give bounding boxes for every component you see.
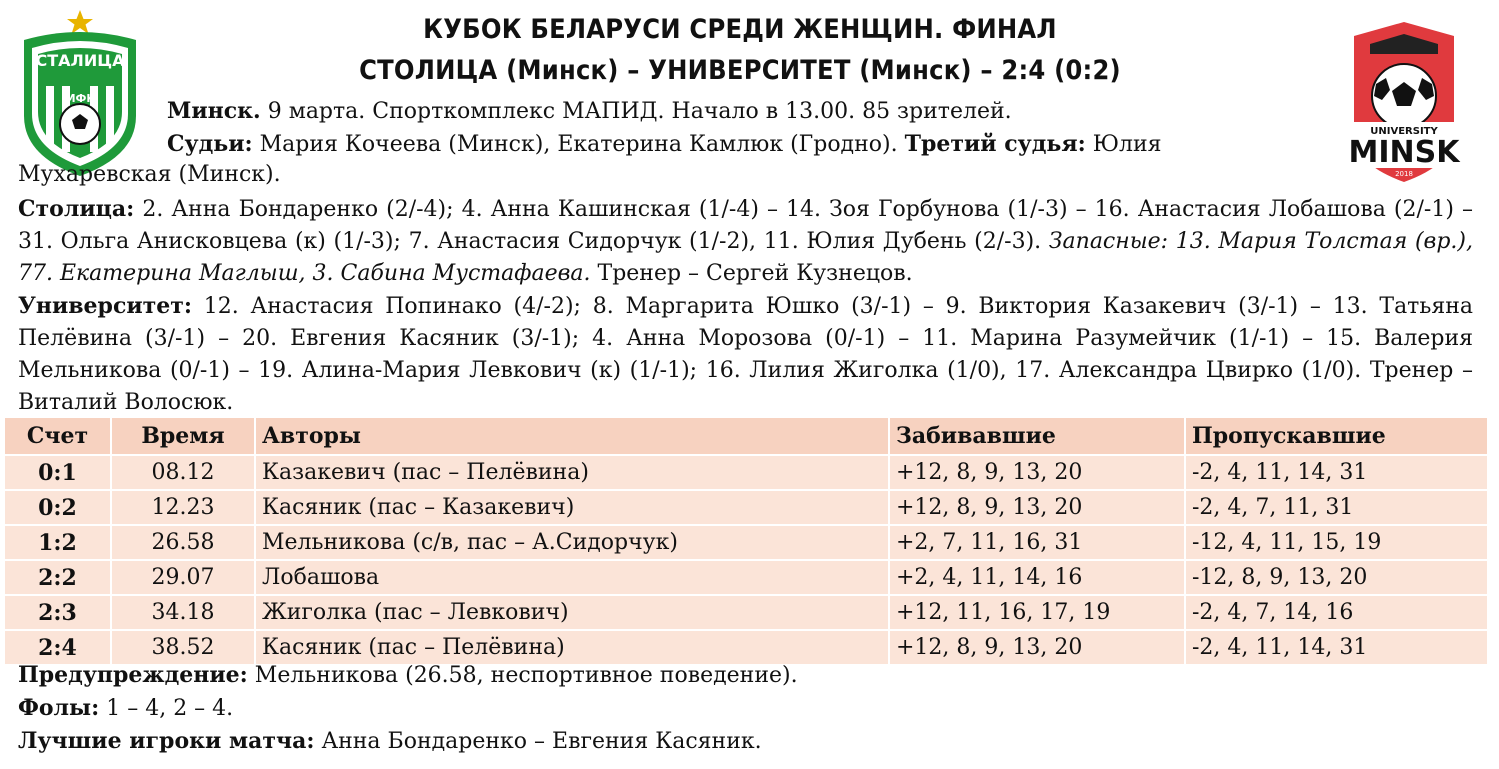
team2-label: Университет: (18, 293, 193, 319)
third-referee-text-cont: Мухаревская (Минск). (18, 162, 281, 187)
fouls-text: 1 – 4, 2 – 4. (99, 696, 234, 721)
time-cell: 08.12 (111, 455, 255, 490)
referees-text: Мария Кочеева (Минск), Екатерина Камлюк (Гродно). (252, 132, 905, 157)
best-players-text: Анна Бондаренко – Евгения Касяник. (314, 729, 762, 754)
scored-cell: +2, 7, 11, 16, 31 (889, 525, 1185, 560)
score-cell: 0:2 (5, 490, 111, 525)
score-cell: 0:1 (5, 455, 111, 490)
time-cell: 12.23 (111, 490, 255, 525)
conceded-cell: -12, 4, 11, 15, 19 (1185, 525, 1487, 560)
table-row (5, 490, 1487, 525)
header-score: Счет (5, 418, 111, 455)
time-cell: 26.58 (111, 525, 255, 560)
time-cell: 29.07 (111, 560, 255, 595)
team2-lineup (18, 290, 1473, 419)
team1-players: 2. Анна Бондаренко (2/-4); 4. Анна Кашинская (1/-4) – 14. Зоя Горбунова (1/-3) – 16. Анастасия Лобашова (2/-1) – 31. Ольга Анисковцева (к) (1/-3); 7. Анастасия Сидорчук (1/-2), 11. Юлия Дубень (2/-3). (18, 197, 1473, 254)
third-referee-text: Юлия (1085, 132, 1162, 157)
time-cell: 38.52 (111, 630, 255, 664)
table-row (5, 560, 1487, 595)
third-referee-continued (18, 159, 1478, 191)
author-cell: Казакевич (пас – Пелёвина) (255, 455, 889, 490)
scored-cell: +12, 8, 9, 13, 20 (889, 490, 1185, 525)
match-info (167, 95, 1309, 161)
team1-subs: Запасные: 13. Мария Толстая (вр.), 77. Екатерина Маглыш, 3. Сабина Мустафаева. (18, 229, 1473, 286)
conceded-cell: -12, 8, 9, 13, 20 (1185, 560, 1487, 595)
team2-players: 12. Анастасия Попинако (4/-2); 8. Маргарита Юшко (3/-1) – 9. Виктория Казакевич (3/-1) – 13. Татьяна Пелёвина (3/-1) – 20. Евгения Касяник (3/-1); 4. Анна Морозова (0/-1) – 11. Марина Разумейчик (1/-1) – 15. Валерия Мельникова (0/-1) – 19. Алина-Мария Левкович (к) (1/-1); 16. Лилия Жиголка (1/0), 17. Александра Цвирко (1/0). Тренер – Виталий Волосюк. (18, 294, 1473, 415)
score-cell: 2:4 (5, 630, 111, 664)
best-players-line (18, 725, 1478, 758)
table-row (5, 525, 1487, 560)
team1-label: Столица: (18, 196, 135, 222)
table-header-row (5, 418, 1487, 455)
svg-text:2018: 2018 (1395, 170, 1413, 178)
table-row (5, 455, 1487, 490)
author-cell: Лобашова (255, 560, 889, 595)
conceded-cell: -2, 4, 11, 14, 31 (1185, 455, 1487, 490)
team1-coach: Тренер – Сергей Кузнецов. (590, 261, 913, 286)
score-cell: 2:2 (5, 560, 111, 595)
scored-cell: +12, 11, 16, 17, 19 (889, 595, 1185, 630)
stalitsa-logo (16, 6, 144, 178)
scored-cell: +2, 4, 11, 14, 16 (889, 560, 1185, 595)
page-title: КУБОК БЕЛАРУСИ СРЕДИ ЖЕНЩИН. ФИНАЛ (423, 14, 1057, 45)
third-referee-label: Третий судья: (904, 131, 1086, 157)
score-cell: 2:3 (5, 595, 111, 630)
svg-text:СТАЛИЦА: СТАЛИЦА (35, 51, 125, 70)
header-scored: Забивавшие (889, 418, 1185, 455)
author-cell: Касяник (пас – Казакевич) (255, 490, 889, 525)
header-authors: Авторы (255, 418, 889, 455)
warning-text: Мельникова (26.58, неспортивное поведение). (247, 663, 798, 688)
match-result-title: СТОЛИЦА (Минск) – УНИВЕРСИТЕТ (Минск) – 2:4 (0:2) (359, 55, 1121, 86)
author-cell: Жиголка (пас – Левкович) (255, 595, 889, 630)
fouls-line (18, 692, 1478, 725)
score-cell: 1:2 (5, 525, 111, 560)
scored-cell: +12, 8, 9, 13, 20 (889, 630, 1185, 664)
warning-label: Предупреждение: (18, 662, 248, 688)
conceded-cell: -2, 4, 7, 11, 31 (1185, 490, 1487, 525)
conceded-cell: -2, 4, 11, 14, 31 (1185, 630, 1487, 664)
lineups (18, 193, 1473, 419)
time-cell: 34.18 (111, 595, 255, 630)
referees-label: Судьи: (167, 131, 253, 157)
header-time: Время (111, 418, 255, 455)
svg-text:MINSK: MINSK (1348, 135, 1460, 170)
star-icon (67, 10, 93, 34)
svg-text:МФК: МФК (64, 92, 96, 105)
place-text: 9 марта. Спорткомплекс МАПИД. Начало в 13.00. 85 зрителей. (260, 99, 1012, 124)
match-footer (18, 659, 1478, 758)
author-cell: Касяник (пас – Пелёвина) (255, 630, 889, 664)
conceded-cell: -2, 4, 7, 14, 16 (1185, 595, 1487, 630)
warning-line (18, 659, 1478, 692)
place-label: Минск. (167, 98, 261, 124)
goals-table (5, 418, 1487, 664)
header-conceded: Пропускавшие (1185, 418, 1487, 455)
team1-lineup (18, 193, 1473, 290)
fouls-label: Фолы: (18, 695, 100, 721)
svg-text:UNIVERSITY: UNIVERSITY (1370, 126, 1438, 137)
author-cell: Мельникова (с/в, пас – А.Сидорчук) (255, 525, 889, 560)
scored-cell: +12, 8, 9, 13, 20 (889, 455, 1185, 490)
table-row (5, 595, 1487, 630)
best-players-label: Лучшие игроки матча: (18, 728, 315, 754)
